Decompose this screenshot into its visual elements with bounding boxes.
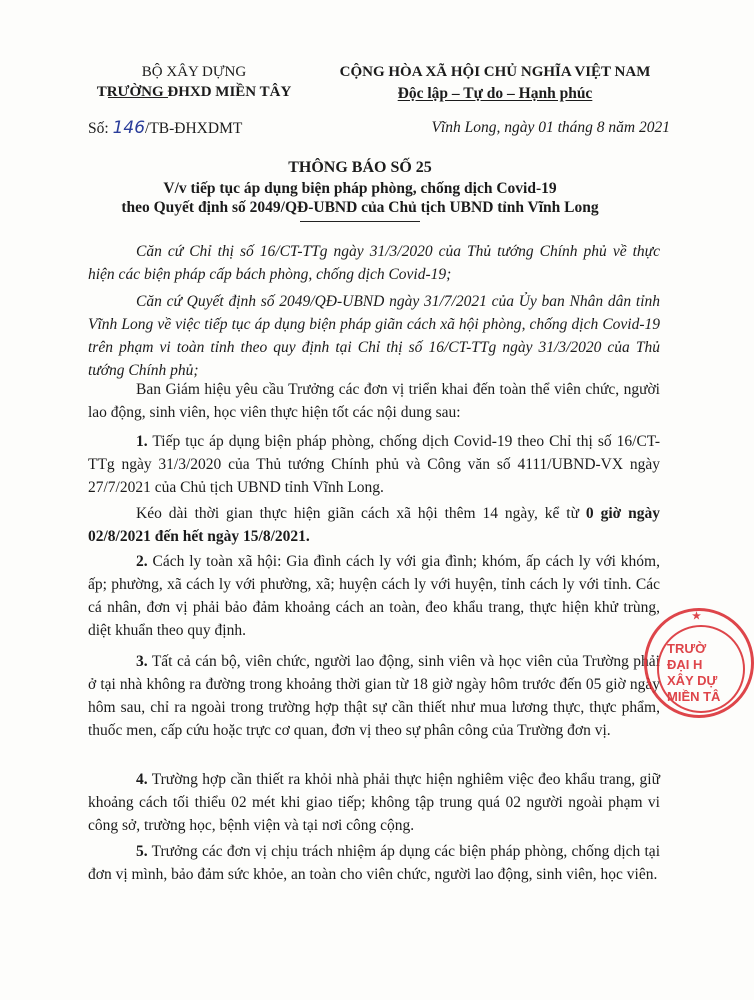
item-1-extension: Kéo dài thời gian thực hiện giãn cách xã hội thêm 14 ngày, kể từ 0 giờ ngày 02/8/2021 đến hết ngày 15/8/2021.	[88, 505, 660, 545]
item-2: 2. Cách ly toàn xã hội: Gia đình cách ly với gia đình; khóm, ấp cách ly với khóm, ấp; phường, xã cách ly với phường, xã; huyện cách ly với huyện, tỉnh cách ly với tỉnh. Các cá nhân, đơn vị phải bảo đảm khoảng cách an toàn, đeo khẩu trang, thực hiện khử trùng, diệt khuẩn theo quy định.	[88, 553, 660, 639]
ministry-name: BỘ XÂY DỰNG	[141, 64, 247, 80]
notice-subtitle-1: V/v tiếp tục áp dụng biện pháp phòng, chống dịch Covid-19	[163, 180, 557, 197]
item-1: 1. Tiếp tục áp dụng biện pháp phòng, chống dịch Covid-19 theo Chỉ thị số 16/CT-TTg ngày 31/3/2020 của Thủ tướng Chính phủ và Công văn số 4111/UBND-VX ngày 27/7/2021 của Chủ tịch UBND tỉnh Vĩnh Long.	[88, 433, 660, 496]
item-4: 4. Trường hợp cần thiết ra khỏi nhà phải thực hiện nghiêm việc đeo khẩu trang, giữ khoảng cách tối thiểu 02 mét khi giao tiếp; không tập trung quá 02 người ngoài phạm vi công sở, trường học, bệnh viện và tại nơi công cộng.	[88, 771, 660, 834]
school-name: TRƯỜNG ĐHXD MIỀN TÂY	[96, 84, 292, 100]
notice-title: THÔNG BÁO SỐ 25	[288, 159, 432, 176]
country-name: CỘNG HÒA XÃ HỘI CHỦ NGHĨA VIỆT NAM	[339, 64, 651, 80]
place-date: Vĩnh Long, ngày 01 tháng 8 năm 2021	[431, 119, 670, 136]
item-3: 3. Tất cả cán bộ, viên chức, người lao động, sinh viên và học viên của Trường phải ở tại nhà không ra đường trong khoảng thời gian từ 18 giờ ngày hôm trước đến 05 giờ ngày hôm sau, chỉ ra ngoài trong trường hợp thật sự cần thiết như mua lương thực, thực phẩm, thuốc men, cấp cứu hoặc trực cơ quan, đơn vị theo sự phân công của Trường đơn vị.	[88, 653, 660, 739]
title-underline	[300, 221, 420, 222]
item-5: 5. Trưởng các đơn vị chịu trách nhiệm áp dụng các biện pháp phòng, chống dịch tại đơn vị mình, bảo đảm sức khỏe, an toàn cho viên chức, người lao động, sinh viên, học viên.	[88, 843, 660, 883]
legal-basis-1: Căn cứ Chỉ thị số 16/CT-TTg ngày 31/3/2020 của Thủ tướng Chính phủ về thực hiện các biện pháp cấp bách phòng, chống dịch Covid-19;	[88, 243, 660, 283]
notice-subtitle-2: theo Quyết định số 2049/QĐ-UBND của Chủ tịch UBND tỉnh Vĩnh Long	[121, 199, 599, 216]
instruction-intro: Ban Giám hiệu yêu cầu Trưởng các đơn vị triển khai đến toàn thể viên chức, người lao động, sinh viên, học viên thực hiện tốt các nội dung sau:	[88, 381, 660, 421]
header-left-underline	[108, 97, 168, 98]
motto: Độc lập – Tự do – Hạnh phúc	[397, 85, 593, 102]
document-number: Số: 146/TB-ĐHXDMT	[88, 118, 243, 138]
official-stamp: ★ TRƯỜ ĐẠI H XÂY DỰ MIỀN TÂ	[644, 608, 754, 718]
handwritten-number: 146	[112, 118, 146, 138]
legal-basis-2: Căn cứ Quyết định số 2049/QĐ-UBND ngày 31/7/2021 của Ủy ban Nhân dân tỉnh Vĩnh Long về việc tiếp tục áp dụng biện pháp giãn cách xã hội phòng, chống dịch Covid-19 trên phạm vi toàn tỉnh theo quy định tại Chỉ thị số 16/CT-TTg ngày 31/3/2020 của Thủ tướng Chính phủ;	[88, 293, 660, 379]
